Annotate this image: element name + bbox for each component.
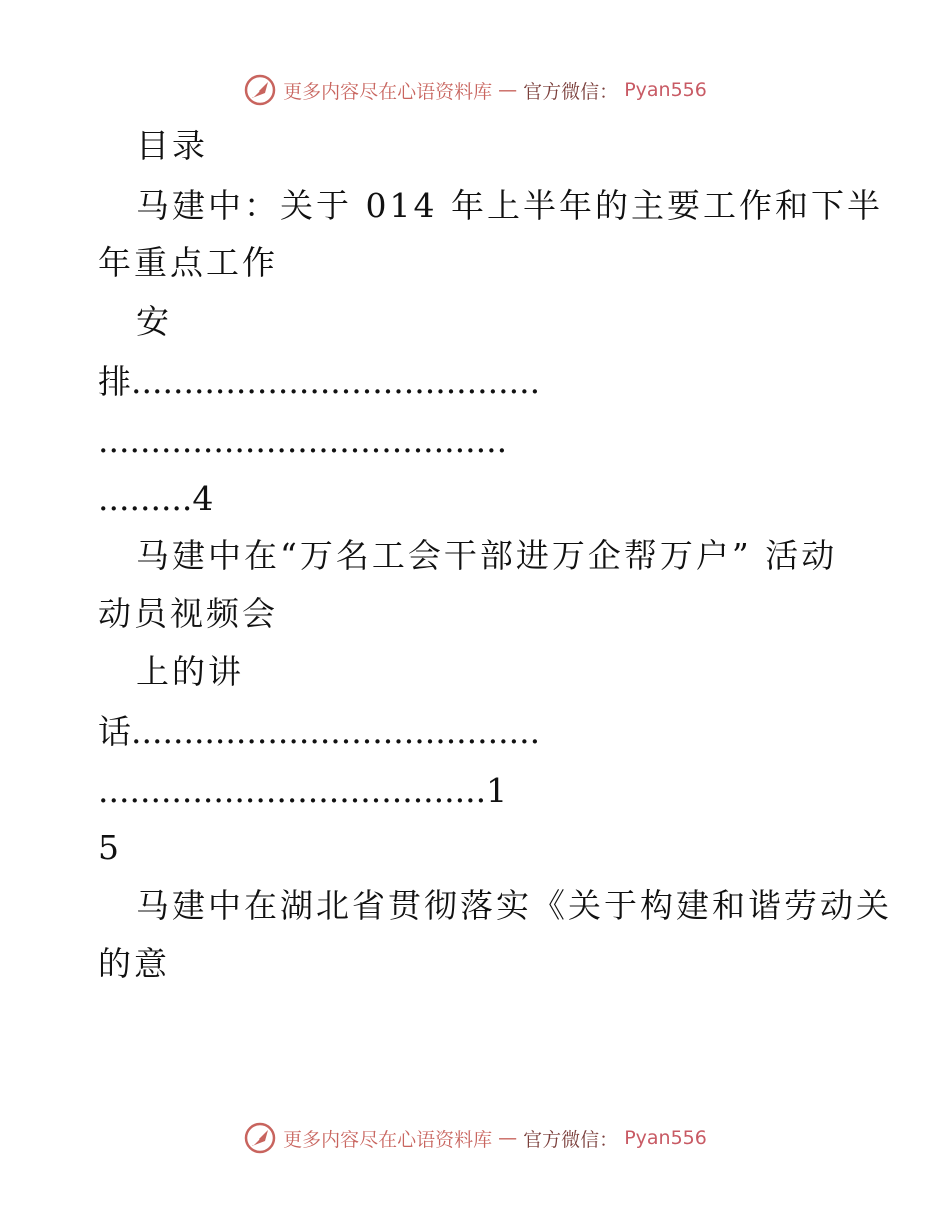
toc-entry-2-line-1: 马建中在“万名工会干部进万企帮万户” 活动 (136, 536, 838, 575)
banner-wechat-id: Pyan556 (624, 79, 707, 101)
toc-entry-1-line-2: 年重点工作 (98, 243, 278, 282)
toc-entry-3-line-2: 的意 (98, 944, 170, 983)
toc-entry-1-line-3: 安 (136, 302, 172, 341)
toc-entry-1-line-1: 马建中：关于 014 年上半年的主要工作和下半 (136, 186, 883, 225)
banner-text-main: 更多内容尽在心语资料库 (283, 1128, 493, 1151)
toc-heading: 目录 (136, 126, 208, 165)
banner-text-main: 更多内容尽在心语资料库 (283, 80, 493, 103)
toc-entry-2-leader-1: 话....................................... (98, 712, 541, 751)
quill-pen-icon (243, 1121, 277, 1155)
quill-pen-icon (243, 73, 277, 107)
toc-entry-1-leader-2: ....................................... (98, 421, 508, 460)
banner-text-official: 官方微信： (523, 80, 619, 103)
banner-separator: — (498, 1127, 518, 1149)
toc-entry-2-line-3: 上的讲 (136, 652, 244, 691)
banner-separator: — (498, 79, 518, 101)
footer-banner (0, 1118, 950, 1158)
banner-text-official: 官方微信： (523, 1128, 619, 1151)
toc-entry-3-line-1: 马建中在湖北省贯彻落实《关于构建和谐劳动关 (136, 886, 892, 925)
banner-wechat-id: Pyan556 (624, 1127, 707, 1149)
toc-entry-2-page: 5 (98, 828, 122, 867)
toc-entry-2-line-2: 动员视频会 (98, 594, 278, 633)
header-banner (0, 70, 950, 110)
toc-entry-2-leader-2: .....................................1 (98, 771, 508, 810)
toc-entry-1-leader-1: 排....................................... (98, 362, 541, 401)
toc-entry-1-page: .........4 (98, 479, 214, 518)
